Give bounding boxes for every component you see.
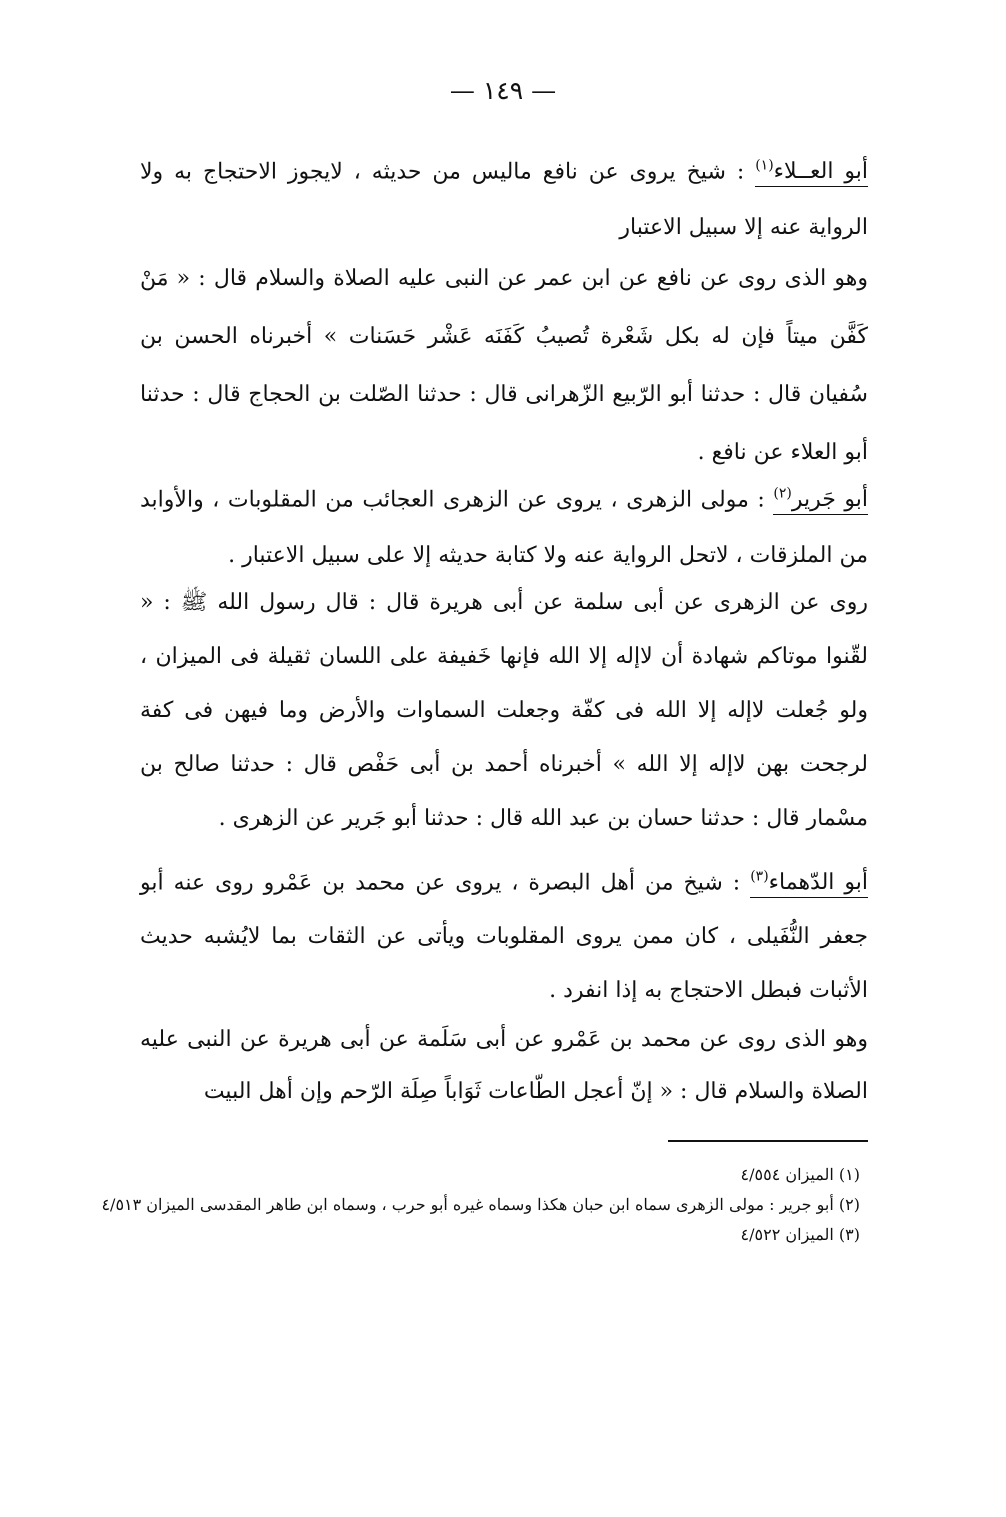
hadith-paragraph: وهو الذى روى عن محمد بن عَمْرو عن أبى سَلَمة عن أبى هريرة عن النبى عليه الصلاة والسلام قال : « إنّ أعجل الطّاعات ثَوَاباً صِلَة الرّحم وإن أهل البيت xyxy=(140,1027,868,1104)
entry-abu-al-dahma xyxy=(140,850,868,1018)
footnote-2: (٢) أبو جرير : مولى الزهرى سماه ابن حبان هكذا وسماه غيره أبو حرب ، وسماه ابن طاهر المقدسى الميزان ٤/٥١٣ xyxy=(101,1195,860,1214)
entry-text: : شيخ من أهل البصرة ، يروى عن محمد بن عَمْرو روى عنه أبو جعفر النُّفَيلى ، كان ممن يروى المقلوبات ويأتى عن الثقات بما لايُشبه حديث الأثبات فبطل الاحتجاج به إذا انفرد . xyxy=(140,870,868,1004)
hadith-paragraph: وهو الذى روى عن نافع عن ابن عمر عن النبى عليه الصلاة والسلام قال : « مَنْ كَفَّن ميتاً فإن له بكل شَعْرة تُصيبُ كَفَنَه عَشْر حَسَنات » أخبرناه الحسن بن سُفيان قال : حدثنا أبو الرّبيع الزّهرانى قال : حدثنا الصّلت بن الحجاج قال : حدثنا أبو العلاء عن نافع . xyxy=(140,266,868,465)
footnote-divider xyxy=(668,1140,868,1142)
footnote-marker: (٢) xyxy=(773,486,792,502)
entry-name: أبو العــلاء$^{(١)}$ xyxy=(755,159,868,187)
entry-abu-jarir xyxy=(140,466,868,584)
footnote-marker: (٣) xyxy=(750,869,769,885)
hadith-paragraph: روى عن الزهرى عن أبى سلمة عن أبى هريرة قال : قال رسول الله ﷺ : « لقّنوا موتاكم شهادة أن لاإله إلا الله فإنها خَفيفة على اللسان ثقيلة فى الميزان ، ولو جُعلت لاإله إلا الله فى كفّة وجعلت السماوات والأرض وما فيهن فى كفة لرجحت بهن لاإله إلا الله » أخبرناه أحمد بن أبى حَفْص قال : حدثنا صالح بن مسْمار قال : حدثنا حسان بن عبد الله قال : حدثنا أبو جَرير عن الزهرى . xyxy=(140,590,868,831)
footnotes xyxy=(101,1160,860,1250)
entry-name: أبو الدّهماء$^{(٣)}$ xyxy=(750,870,868,898)
entry-name: أبو جَرير$^{(٢)}$ xyxy=(773,487,868,515)
entry-text: : شيخ يروى عن نافع ماليس من حديثه ، لايجوز الاحتجاج به ولا الرواية عنه إلا سبيل الاعتبار xyxy=(140,159,868,241)
page-number: — ١٤٩ — xyxy=(449,76,557,105)
entry-text: : مولى الزهرى ، يروى عن الزهرى العجائب من المقلوبات ، والأوابد من الملزقات ، لاتحل الرواية عنه ولا كتابة حديثه إلا على سبيل الاعتبار . xyxy=(140,487,868,569)
footnote-marker: (١) xyxy=(755,158,774,174)
entry-abu-al-ala xyxy=(140,138,868,256)
footnote-3: (٣) الميزان ٤/٥٢٢ xyxy=(740,1225,860,1244)
footnote-1: (١) الميزان ٤/٥٥٤ xyxy=(740,1165,860,1184)
